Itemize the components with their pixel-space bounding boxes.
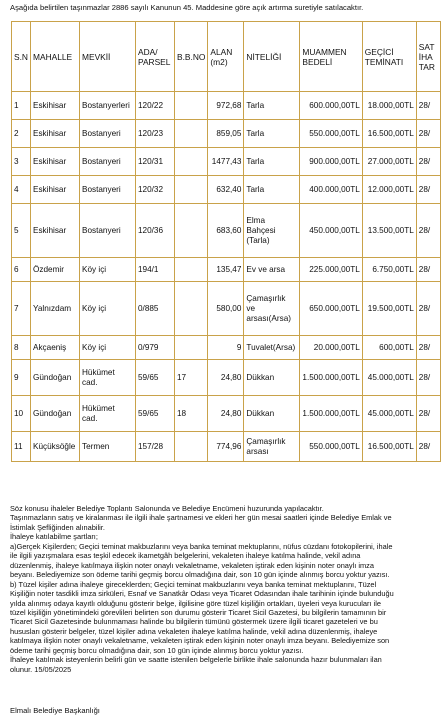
note-line: hususları gösterir belgeler, tüzel kişiler adına vekaleten ihaleye katılma halinde, vekil adına düzenlenmiş, ihaleye	[10, 626, 378, 636]
cell-tarih: 28/	[416, 282, 440, 336]
conditions-text	[10, 504, 430, 674]
cell-ada-parsel: 59/65	[136, 360, 175, 396]
cell-mahalle: Eskihisar	[31, 204, 80, 258]
cell-nitelik: Tarla	[244, 148, 300, 176]
cell-mahalle: Eskihisar	[31, 176, 80, 204]
table-row	[12, 432, 441, 462]
cell-alan: 580,00	[208, 282, 244, 336]
cell-sn: 6	[12, 258, 31, 282]
column-header: S.N	[12, 22, 31, 92]
cell-alan: 859,05	[208, 120, 244, 148]
cell-nitelik: Tarla	[244, 120, 300, 148]
cell-alan: 24,80	[208, 396, 244, 432]
cell-alan: 1477,43	[208, 148, 244, 176]
note-line: katılmaya ilişkin noter onaylı vekaletname, vekaleten iştirak eden kişinin noter onaylı imza beyanı. Belediyemize son	[10, 636, 390, 646]
cell-ada-parsel: 0/979	[136, 336, 175, 360]
column-header: SAT İHA TAR	[416, 22, 440, 92]
cell-ada-parsel: 194/1	[136, 258, 175, 282]
cell-bedel: 650.000,00TL	[300, 282, 362, 336]
column-header: GEÇİCİ TEMİNATI	[362, 22, 416, 92]
column-header: NİTELİĞİ	[244, 22, 300, 92]
cell-mevkii: Köy içi	[80, 282, 136, 336]
cell-nitelik: Tuvalet(Arsa)	[244, 336, 300, 360]
cell-ada-parsel: 0/885	[136, 282, 175, 336]
cell-tarih: 28/	[416, 92, 440, 120]
note-line: ile ilgili yazışmalara esas teşkil edecek ikametgâh belgelerini, vekaleten ihaleye katılma halinde, vekil adına	[10, 551, 361, 561]
cell-bedel: 1.500.000,00TL	[300, 360, 362, 396]
cell-teminat: 16.500,00TL	[362, 432, 416, 462]
table-row	[12, 148, 441, 176]
cell-alan: 632,40	[208, 176, 244, 204]
cell-mevkii: Bostanyeri	[80, 148, 136, 176]
cell-bedel: 400.000,00TL	[300, 176, 362, 204]
note-line: b) Tüzel kişiler adına ihaleye gireceklerden; Geçici teminat makbuzlarını veya banka teminat mektuplarını, Tüzel	[10, 579, 377, 589]
cell-bedel: 550.000,00TL	[300, 432, 362, 462]
cell-alan: 135,47	[208, 258, 244, 282]
cell-ada-parsel: 120/36	[136, 204, 175, 258]
cell-teminat: 45.000,00TL	[362, 396, 416, 432]
cell-alan: 683,60	[208, 204, 244, 258]
cell-teminat: 6.750,00TL	[362, 258, 416, 282]
cell-mahalle: Gündoğan	[31, 360, 80, 396]
cell-bbno	[175, 282, 208, 336]
cell-teminat: 13.500,00TL	[362, 204, 416, 258]
column-header: ADA/ PARSEL	[136, 22, 175, 92]
cell-mevkii: Termen	[80, 432, 136, 462]
cell-sn: 2	[12, 120, 31, 148]
cell-sn: 11	[12, 432, 31, 462]
note-line: Taşınmazların satış ve kiralanması ile ilgili ihale şartnamesi ve ekleri her gün mesai saatleri içinde Belediye Emlak ve	[10, 513, 392, 523]
table-row	[12, 176, 441, 204]
cell-nitelik: Tarla	[244, 176, 300, 204]
note-line: olunur. 15/05/2025	[10, 664, 72, 674]
cell-ada-parsel: 120/32	[136, 176, 175, 204]
cell-teminat: 45.000,00TL	[362, 360, 416, 396]
cell-alan: 9	[208, 336, 244, 360]
cell-teminat: 16.500,00TL	[362, 120, 416, 148]
cell-nitelik: Çamaşırlık ve arsası(Arsa)	[244, 282, 300, 336]
cell-nitelik: Çamaşırlık arsası	[244, 432, 300, 462]
cell-tarih: 28/	[416, 432, 440, 462]
cell-mahalle: Eskihisar	[31, 120, 80, 148]
cell-bbno	[175, 336, 208, 360]
cell-mahalle: Küçüksöğle	[31, 432, 80, 462]
cell-sn: 1	[12, 92, 31, 120]
cell-sn: 3	[12, 148, 31, 176]
cell-alan: 972,68	[208, 92, 244, 120]
cell-mevkii: Hükümet cad.	[80, 360, 136, 396]
table-row	[12, 396, 441, 432]
cell-tarih: 28/	[416, 336, 440, 360]
cell-tarih: 28/	[416, 176, 440, 204]
cell-nitelik: Dükkan	[244, 396, 300, 432]
cell-mevkii: Köy içi	[80, 336, 136, 360]
cell-mevkii: Bostanyeri	[80, 176, 136, 204]
auction-table	[11, 21, 441, 462]
cell-sn: 7	[12, 282, 31, 336]
note-line: Söz konusu ihaleler Belediye Toplantı Salonunda ve Belediye Encümeni huzurunda yapılacaktır.	[10, 504, 324, 513]
note-line: beyanı. Belediyemize son ödeme tarihi geçmiş borcu olmadığına dair, son 10 gün içinde alınmış borcu yoktur yazısı.	[10, 570, 390, 580]
cell-mahalle: Eskihisar	[31, 148, 80, 176]
cell-ada-parsel: 59/65	[136, 396, 175, 432]
cell-bedel: 600.000,00TL	[300, 92, 362, 120]
cell-bbno	[175, 148, 208, 176]
cell-tarih: 28/	[416, 204, 440, 258]
cell-mahalle: Eskihisar	[31, 92, 80, 120]
note-line: İhaleye katılabilme şartları;	[10, 532, 98, 542]
intro-text: Aşağıda belirtilen taşınmazlar 2886 sayılı Kanunun 45. Maddesine göre açık artırma suretiyle satılacaktır.	[10, 3, 364, 12]
column-header: ALAN (m2)	[208, 22, 244, 92]
cell-teminat: 18.000,00TL	[362, 92, 416, 120]
cell-bedel: 225.000,00TL	[300, 258, 362, 282]
table-row	[12, 282, 441, 336]
table-row	[12, 120, 441, 148]
note-line: a)Gerçek Kişilerden; Geçici teminat makbuzlarını veya banka teminat mektuplarını, nüfus cüzdanı fotokopilerini, ihale	[10, 541, 393, 551]
table-row	[12, 336, 441, 360]
cell-alan: 24,80	[208, 360, 244, 396]
note-line: Kişiliğin noter tasdikli imza sirküleri, Esnaf ve Sanatkâr Odası veya Ticaret Odasından ihale tarihinin içinde bulunduğu	[10, 589, 394, 599]
column-header: MAHALLE	[31, 22, 80, 92]
note-line: düzenlenmiş, ihaleye katılmaya ilişkin noter onaylı vekaletname, vekaleten iştirak eden kişinin noter onaylı imza	[10, 560, 374, 570]
table-header-row	[12, 22, 441, 92]
column-header: B.B.NO	[175, 22, 208, 92]
cell-ada-parsel: 120/22	[136, 92, 175, 120]
cell-mahalle: Yalnızdam	[31, 282, 80, 336]
cell-tarih: 28/	[416, 148, 440, 176]
table-row	[12, 258, 441, 282]
cell-mevkii: Hükümet cad.	[80, 396, 136, 432]
cell-mahalle: Özdemir	[31, 258, 80, 282]
cell-mevkii: Köy içi	[80, 258, 136, 282]
cell-bbno: 17	[175, 360, 208, 396]
cell-bbno	[175, 120, 208, 148]
cell-bbno	[175, 176, 208, 204]
note-line: İstimlak Şefliğinden alınabilir.	[10, 522, 105, 532]
cell-bedel: 20.000,00TL	[300, 336, 362, 360]
cell-mevkii: Bostanyerleri	[80, 92, 136, 120]
cell-mevkii: Bostanyeri	[80, 204, 136, 258]
note-line: yılda alınmış odaya kayıtlı olduğunu gösterir belge, ilgilisine göre tüzel kişiliğin ortakları, üyeleri veya kurucuları ile	[10, 598, 381, 608]
cell-sn: 8	[12, 336, 31, 360]
cell-bedel: 1.500.000,00TL	[300, 396, 362, 432]
note-line: tüzel kişiliğin yönetimindeki görevlileri belirten son durumu gösterir Ticaret Sicil Gazetesi, bu bilgilerin tamamının bir	[10, 607, 387, 617]
table-row	[12, 360, 441, 396]
cell-sn: 9	[12, 360, 31, 396]
cell-mahalle: Akçaeniş	[31, 336, 80, 360]
cell-nitelik: Elma Bahçesi (Tarla)	[244, 204, 300, 258]
cell-tarih: 28/	[416, 396, 440, 432]
cell-teminat: 600,00TL	[362, 336, 416, 360]
cell-sn: 5	[12, 204, 31, 258]
cell-tarih: 28/	[416, 258, 440, 282]
note-line: Ticaret Sicil Gazetesinde bulunmaması halinde bu bilgilerin tümünü göstermek üzere ilgili ticaret gazeteleri ve bu	[10, 617, 378, 627]
note-line: İhaleye katılmak isteyenlerin belirli gün ve saatte istenilen belgelerle birlikte ihale salonunda hazır bulunmaları ilan	[10, 655, 382, 665]
cell-bedel: 550.000,00TL	[300, 120, 362, 148]
cell-bbno: 18	[175, 396, 208, 432]
cell-bbno	[175, 204, 208, 258]
cell-bbno	[175, 92, 208, 120]
table-row	[12, 92, 441, 120]
cell-sn: 10	[12, 396, 31, 432]
cell-mevkii: Bostanyeri	[80, 120, 136, 148]
cell-ada-parsel: 120/23	[136, 120, 175, 148]
cell-tarih: 28/	[416, 360, 440, 396]
cell-ada-parsel: 157/28	[136, 432, 175, 462]
cell-nitelik: Dükkan	[244, 360, 300, 396]
cell-alan: 774,96	[208, 432, 244, 462]
note-line: ödeme tarihi geçmiş borcu olmadığına dair, son 10 gün içinde alınmış borcu yoktur yazısı.	[10, 645, 304, 655]
cell-nitelik: Tarla	[244, 92, 300, 120]
cell-bedel: 450.000,00TL	[300, 204, 362, 258]
cell-tarih: 28/	[416, 120, 440, 148]
cell-ada-parsel: 120/31	[136, 148, 175, 176]
cell-bbno	[175, 258, 208, 282]
column-header: MEVKİİ	[80, 22, 136, 92]
table-row	[12, 204, 441, 258]
cell-sn: 4	[12, 176, 31, 204]
cell-bbno	[175, 432, 208, 462]
cell-teminat: 27.000,00TL	[362, 148, 416, 176]
column-header: MUAMMEN BEDELİ	[300, 22, 362, 92]
cell-teminat: 12.000,00TL	[362, 176, 416, 204]
cell-teminat: 19.500,00TL	[362, 282, 416, 336]
cell-bedel: 900.000,00TL	[300, 148, 362, 176]
signature: Elmalı Belediye Başkanlığı	[10, 706, 100, 715]
cell-nitelik: Ev ve arsa	[244, 258, 300, 282]
cell-mahalle: Gündoğan	[31, 396, 80, 432]
